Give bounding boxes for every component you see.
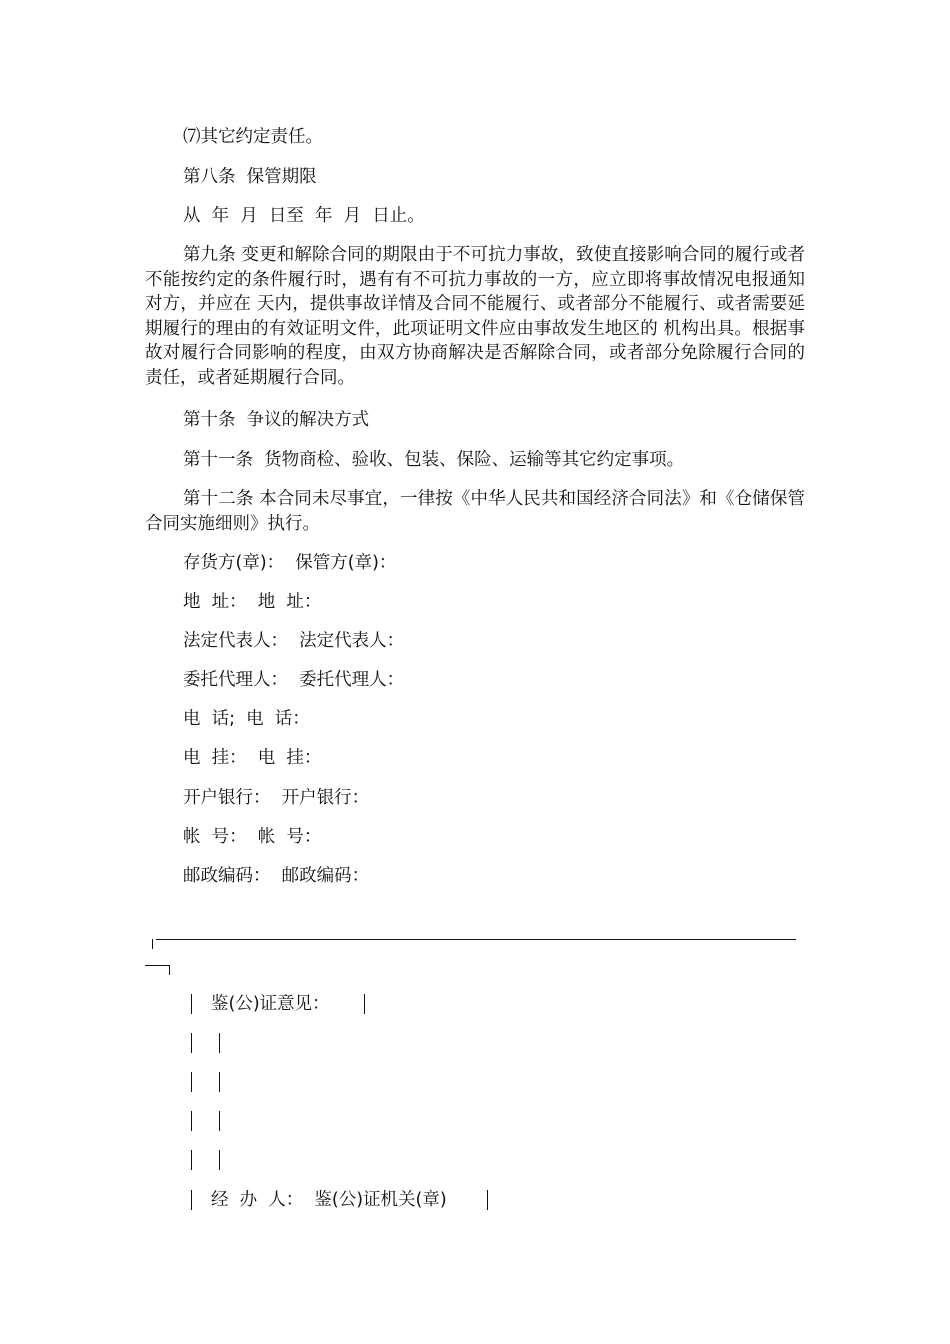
box-corner-top-right (169, 965, 170, 975)
box-right-border (219, 1150, 220, 1170)
box-right-border (219, 1033, 220, 1053)
article-8-title: 第八条 保管期限 (183, 167, 317, 187)
signature-party-line: 存货方(章)： 保管方(章)： (183, 553, 397, 573)
box-right-border (219, 1072, 220, 1092)
signature-account-line: 帐 号： 帐 号： (183, 827, 322, 847)
article-9-paragraph: 第九条 变更和解除合同的期限由于不可抗力事故，致使直接影响合同的履行或者不能按约定的条件履行时，遇有有不可抗力事故的一方，应立即将事故情况电报通知对方，并应在 天内，提供事故详情及合同不能履行、或者部分不能履行、或者需要延期履行的理由的有效证明文件，此项证明文件应由事故发生地区的 机构出具。根据事故对履行合同影响的程度，由双方协商解决是否解除合同，或者部分免除履行合同的责任，或者延期履行合同。 (145, 245, 805, 388)
article-11-paragraph: 第十一条 货物商检、验收、包装、保险、运输等其它约定事项。 (183, 450, 685, 470)
box-left-border (191, 1072, 192, 1092)
box-corner-top-left (152, 939, 153, 949)
signature-address-line: 地 址： 地 址： (183, 592, 322, 612)
notary-opinion-label: 鉴(公)证意见： (211, 994, 330, 1014)
box-left-border (191, 1150, 192, 1170)
box-right-border (487, 1190, 488, 1210)
signature-telegraph-line: 电 挂： 电 挂： (183, 748, 322, 768)
signature-phone-line: 电 话; 电 话： (183, 709, 310, 729)
item-7-text: ⑺其它约定责任。 (183, 127, 323, 147)
box-left-border (191, 1033, 192, 1053)
signature-agent-line: 委托代理人： 委托代理人： (183, 670, 405, 690)
box-left-border (191, 1190, 192, 1210)
article-12-paragraph: 第十二条 本合同未尽事宜，一律按《中华人民共和国经济合同法》和《仓储保管合同实施细则》执行。 (145, 489, 805, 534)
box-left-border (191, 994, 192, 1014)
signature-legal-rep-line: 法定代表人： 法定代表人： (183, 631, 405, 651)
box-top-border-wrap (145, 965, 169, 966)
signature-bank-line: 开户银行： 开户银行： (183, 788, 370, 808)
box-top-border (156, 939, 796, 940)
notary-handler-label: 经 办 人： 鉴(公)证机关(章) (211, 1190, 447, 1210)
box-left-border (191, 1111, 192, 1131)
box-right-border (364, 994, 365, 1014)
signature-postcode-line: 邮政编码： 邮政编码： (183, 866, 370, 886)
box-right-border (219, 1111, 220, 1131)
article-8-period: 从 年 月 日至 年 月 日止。 (183, 206, 425, 226)
article-10-title: 第十条 争议的解决方式 (183, 410, 370, 430)
